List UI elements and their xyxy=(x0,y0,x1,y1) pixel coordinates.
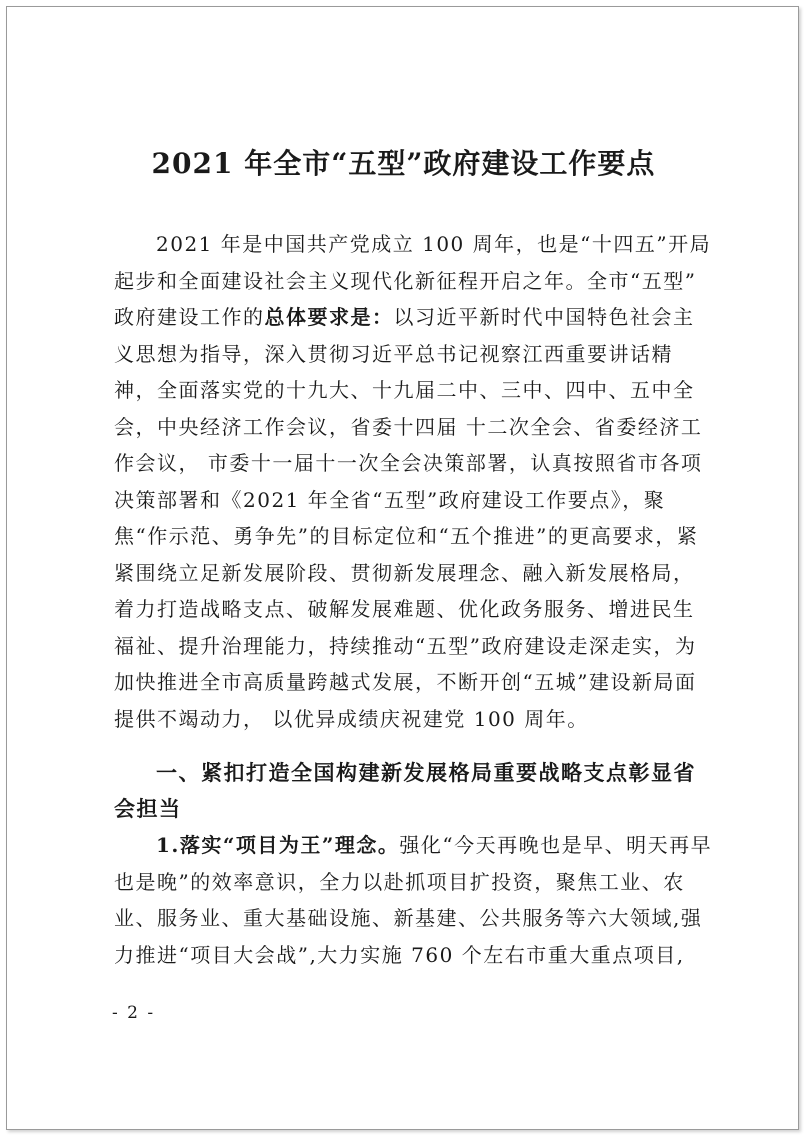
section-heading xyxy=(114,755,714,827)
intro-paragraph xyxy=(114,226,714,737)
intro-text-part1: 2021 年是中国共产党成立 100 周年，也是“十四五”开局起步和全面建设社会主义现代化新征程开启之年。全市“五型” 政府建设工作的 xyxy=(114,232,712,329)
item-text: 强化“今天再晚也是早、明天再早也是晚”的效率意识，全力以赴抓项目扩投资，聚焦工业、农业、服务业、重大基础设施、新基建、公共服务等六大领域,强力推进“项目大会战”,大力实施 760 个左右市重大重点项目, xyxy=(114,833,713,967)
document-title: 2021 年全市“五型”政府建设工作要点 xyxy=(151,147,656,180)
item-bold-label: 1.落实“项目为王”理念。 xyxy=(156,833,400,857)
intro-bold-label: 总体要求是： xyxy=(264,305,394,329)
intro-text-part2: 以习近平新时代中国特色社会主义思想为指导，深入贯彻习近平总书记视察江西重要讲话精神，全面落实党的十九大、十九届二中、三中、四中、五中全会，中央经济工作会议，省委十四届 十二次全会、省委经济工作会议， 市委十一届十一次全会决策部署，认真按照省市各项决策部署和《2021 年全省“五型”政府建设工作要点》，聚焦“作示范、勇争先”的目标定位和“五个推进”的更高要求，紧紧围绕立足新发展阶段、贯彻新发展理念、融入新发展格局，着力打造战略支点、破解发展难题、优化政务服务、增进民生福祉、提升治理能力，持续推动“五型”政府建设走深走实，为加快推进全市高质量跨越式发展，不断开创“五城”建设新局面提供不竭动力， 以优异成绩庆祝建党 100 周年。 xyxy=(114,305,703,731)
section-heading-text: 一、紧扣打造全国构建新发展格局重要战略支点彰显省会担当 xyxy=(114,761,696,821)
page-number: - 2 - xyxy=(112,1003,156,1023)
item-paragraph xyxy=(114,827,714,973)
